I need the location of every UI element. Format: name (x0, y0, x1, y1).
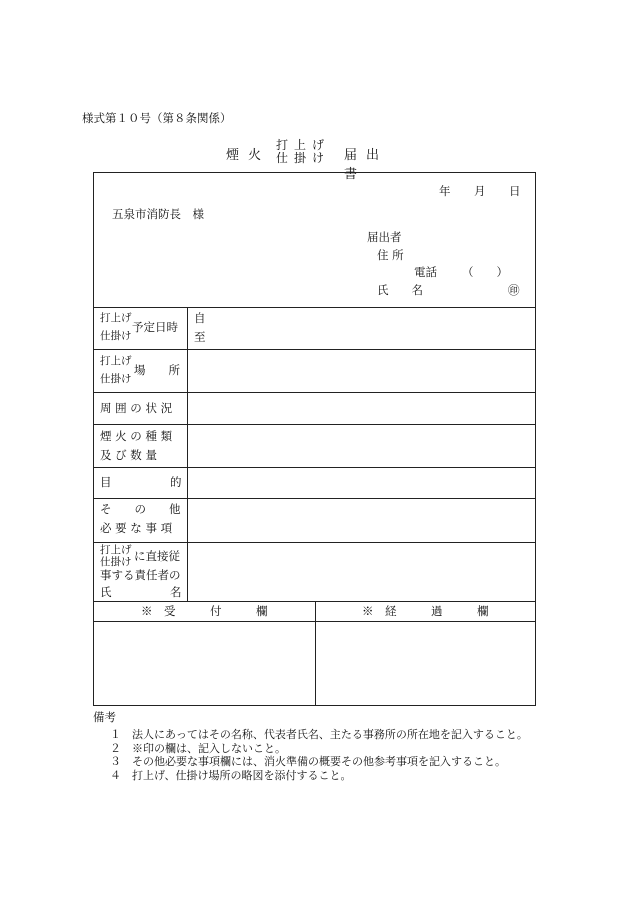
document-title (226, 136, 406, 182)
applicant-label: 届出者 (367, 230, 402, 244)
date-month: 月 (474, 184, 486, 198)
notes-title: 備考 (93, 710, 116, 724)
purpose-label-right: 的 (170, 475, 182, 489)
other-required-label: 必 要 な 事 項 (100, 521, 173, 535)
seal-mark: ㊞ (508, 283, 520, 297)
reception-label: ※ 受 付 欄 (141, 604, 268, 618)
schedule-to: 至 (194, 330, 206, 344)
responsible-lower: 仕掛け (100, 556, 132, 568)
note-item: ３ その他必要な事項欄には、消火準備の概要その他参考事項を記入すること。 (110, 755, 506, 768)
note-item: ４ 打上げ、仕掛け場所の略図を添付すること。 (110, 769, 352, 782)
row-divider (94, 498, 535, 499)
other-label: そ の 他 (100, 502, 181, 516)
title-part-fireworks: 煙火 (226, 148, 271, 163)
progress-label: ※ 経 過 欄 (362, 604, 489, 618)
fireworks-type-label: 煙 火 の 種 類 (100, 429, 173, 443)
place-lower: 仕掛け (100, 373, 132, 385)
responsible-upper: 打上げ (100, 544, 132, 556)
note-item: １ 法人にあってはその名称、代表者氏名、主たる事務所の所在地を記入すること。 (110, 728, 528, 741)
addressee: 五泉市消防長 様 (112, 207, 204, 221)
name-label: 氏 名 (377, 283, 423, 297)
schedule-from: 自 (194, 311, 206, 325)
responsible-name-left: 氏 (100, 585, 112, 599)
row-divider (94, 542, 535, 543)
phone-parentheses: （ ） (462, 265, 508, 279)
schedule-upper: 打上げ (100, 312, 132, 324)
purpose-label-left: 目 (100, 475, 112, 489)
title-lower-setpiece: 仕掛け (276, 151, 331, 165)
note-item: ２ ※印の欄は、記入しないこと。 (110, 742, 286, 755)
form-table (93, 172, 536, 706)
address-label: 住 所 (377, 248, 404, 262)
title-part-notification: 届出書 (344, 148, 389, 182)
place-upper: 打上げ (100, 355, 132, 367)
responsible-suffix: に直接従 (134, 549, 180, 563)
row-divider (94, 392, 535, 393)
row-divider (94, 307, 535, 308)
row-divider (94, 467, 535, 468)
date-year: 年 (439, 184, 451, 198)
responsible-line2: 事する責任者の (100, 568, 181, 582)
schedule-lower: 仕掛け (100, 330, 132, 342)
row-divider (94, 349, 535, 350)
place-label: 場 所 (134, 363, 180, 377)
fireworks-quantity-label: 及 び 数 量 (100, 448, 157, 462)
responsible-name-right: 名 (170, 585, 182, 599)
label-column-divider (187, 307, 188, 601)
schedule-label: 予定日時 (132, 320, 178, 334)
form-number-label: 様式第１０号（第８条関係） (82, 111, 232, 125)
date-day: 日 (509, 184, 521, 198)
phone-label: 電話 (414, 265, 437, 279)
surroundings-label: 周 囲 の 状 況 (100, 401, 173, 415)
row-divider (94, 424, 535, 425)
reception-column-divider (315, 601, 316, 706)
title-upper-launch: 打上げ (276, 138, 331, 152)
